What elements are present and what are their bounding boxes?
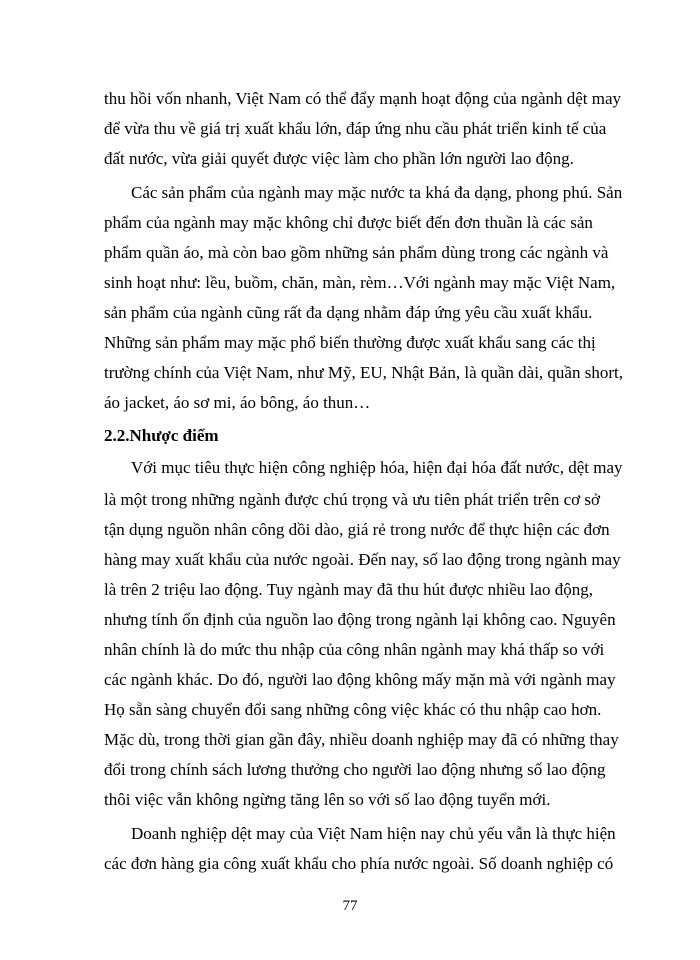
paragraph4-line-2: các đơn hàng gia công xuất khẩu cho phía nước ngoài. Số doanh nghiệp có: [104, 854, 614, 873]
paragraph3-line-3: tận dụng nguồn nhân công dồi dào, giá rẻ trong nước để thực hiện các đơn: [104, 520, 610, 539]
page-number: 77: [342, 898, 358, 914]
paragraph3-line-7: nhân chính là do mức thu nhập của công nhân ngành may khá thấp so với: [104, 640, 605, 659]
paragraph3-line-5: là trên 2 triệu lao động. Tuy ngành may đã thu hút được nhiều lao động,: [104, 580, 593, 599]
paragraph2-line-1: Các sản phẩm của ngành may mặc nước ta khá đa dạng, phong phú. Sản: [131, 183, 623, 202]
paragraph3-line-12: thôi việc vẫn không ngừng tăng lên so với số lao động tuyển mới.: [104, 790, 551, 809]
paragraph3-line-2: là một trong những ngành được chú trọng và ưu tiên phát triển trên cơ sở: [104, 490, 601, 509]
paragraph2-line-5: sản phẩm của ngành cũng rất đa dạng nhằm đáp ứng yêu cầu xuất khẩu.: [104, 303, 593, 322]
paragraph3-line-8: các ngành khác. Do đó, người lao động không mấy mặn mà với ngành may: [104, 670, 616, 689]
section-heading: 2.2.Nhược điểm: [104, 426, 219, 445]
paragraph4-line-1: Doanh nghiệp dệt may của Việt Nam hiện nay chủ yếu vẫn là thực hiện: [131, 824, 616, 843]
paragraph2-line-2: phẩm của ngành may mặc không chỉ được biết đến đơn thuần là các sản: [104, 213, 593, 232]
paragraph3-line-10: Mặc dù, trong thời gian gần đây, nhiều doanh nghiệp may đã có những thay: [104, 730, 619, 749]
paragraph1-line-3: đất nước, vừa giải quyết được việc làm cho phần lớn người lao động.: [104, 149, 574, 168]
paragraph3-line-9: Họ sẵn sàng chuyển đổi sang những công việc khác có thu nhập cao hơn.: [104, 700, 602, 719]
paragraph1-line-1: thu hồi vốn nhanh, Việt Nam có thể đẩy mạnh hoạt động của ngành dệt may: [104, 89, 622, 108]
paragraph2-line-7: trường chính của Việt Nam, như Mỹ, EU, Nhật Bản, là quần dài, quần short,: [104, 363, 623, 382]
paragraph3-line-6: nhưng tính ổn định của nguồn lao động trong ngành lại không cao. Nguyên: [104, 610, 616, 629]
paragraph3-line-4: hàng may xuất khẩu của nước ngoài. Đến nay, số lao động trong ngành may: [104, 550, 621, 569]
paragraph3-line-11: đổi trong chính sách lương thưởng cho người lao động nhưng số lao động: [104, 760, 606, 779]
paragraph2-line-4: sinh hoạt như: lều, buồm, chăn, màn, rèm…Với ngành may mặc Việt Nam,: [104, 273, 616, 292]
paragraph1-line-2: để vừa thu về giá trị xuất khẩu lớn, đáp ứng nhu cầu phát triển kinh tế của: [104, 119, 607, 138]
paragraph2-line-8: áo jacket, áo sơ mi, áo bông, áo thun…: [104, 393, 371, 412]
paragraph2-line-6: Những sản phẩm may mặc phổ biến thường được xuất khẩu sang các thị: [104, 333, 596, 352]
paragraph3-line-1: Với mục tiêu thực hiện công nghiệp hóa, hiện đại hóa đất nước, dệt may: [131, 458, 623, 477]
paragraph2-line-3: phẩm quần áo, mà còn bao gồm những sản phẩm dùng trong các ngành và: [104, 243, 609, 262]
